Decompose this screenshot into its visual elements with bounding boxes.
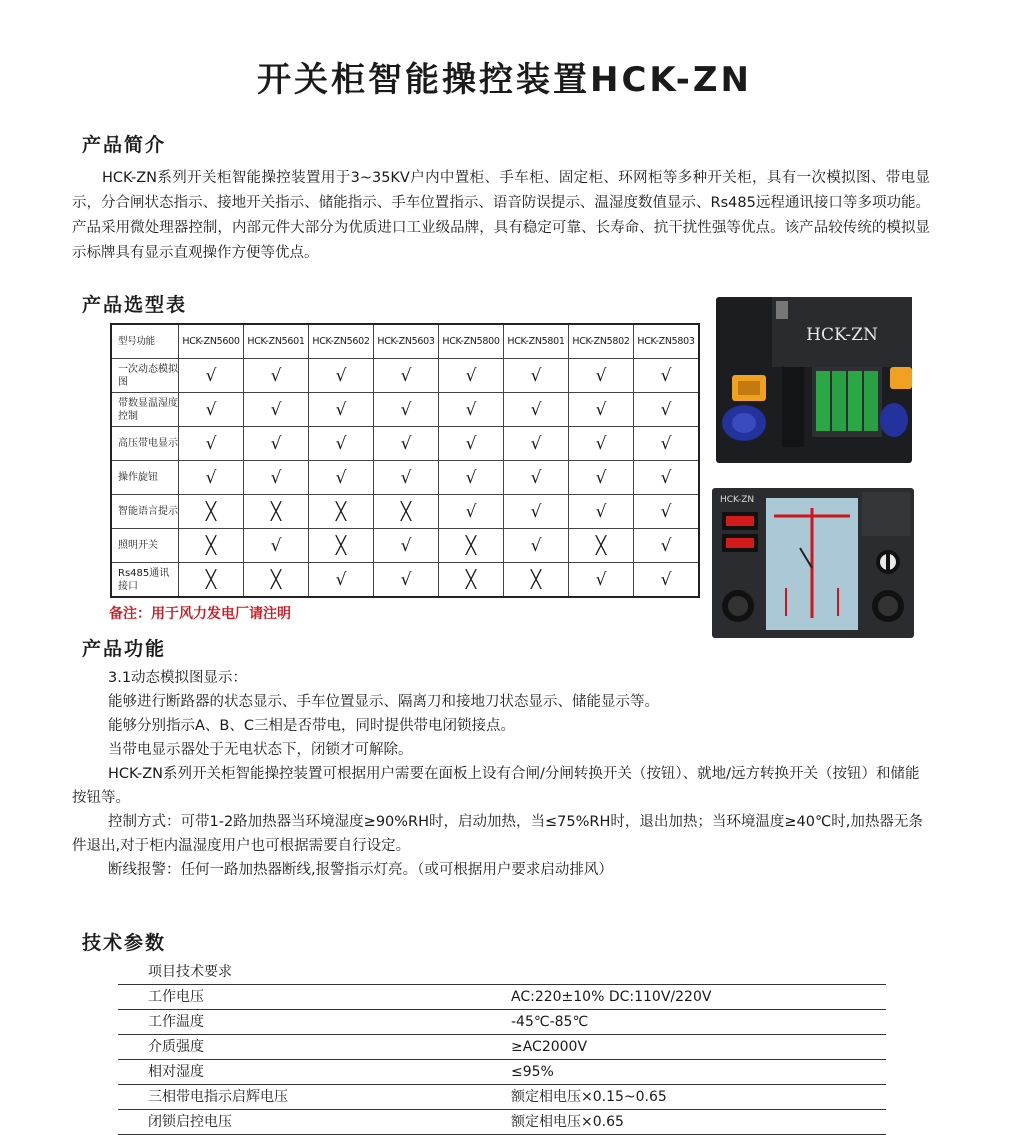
tech-row xyxy=(118,1110,886,1135)
mark-cell: √ xyxy=(244,359,309,393)
selection-table xyxy=(110,323,700,598)
tech-header: 项目技术要求 xyxy=(148,964,232,980)
table-note: 备注：用于风力发电厂请注明 xyxy=(109,606,291,622)
intro-paragraph: HCK-ZN系列开关柜智能操控装置用于3~35KV户内中置柜、手车柜、固定柜、环网柜等多种开关柜，具有一次模拟图、带电显示，分合闸状态指示、接地开关指示、储能指示、手车位置指示、语音防误提示、温湿度数值显示、Rs485远程通讯接口等多项功能。产品采用微处理器控制，内部元件大部分为优质进口工业级品牌，具有稳定可靠、长寿命、抗干扰性强等优点。该产品较传统的模拟显示标牌具有显示直观操作方便等优点。 xyxy=(72,170,930,261)
model-header: HCK-ZN5801 xyxy=(504,324,569,359)
mark-cell: √ xyxy=(504,529,569,563)
tech-row xyxy=(118,1060,886,1085)
table-corner-cell: 型号功能 xyxy=(111,324,179,359)
panel-model-label: HCK-ZN xyxy=(806,325,878,345)
function-name-cell: 高压带电显示 xyxy=(111,427,179,461)
tech-value: 额定相电压×0.65 xyxy=(511,1114,624,1130)
tech-value: ≥AC2000V xyxy=(511,1039,588,1055)
mark-cell: ╳ xyxy=(439,563,504,598)
mark-cell: √ xyxy=(504,427,569,461)
mark-cell: √ xyxy=(634,529,700,563)
mark-cell: ╳ xyxy=(179,563,244,598)
mark-cell: √ xyxy=(634,427,700,461)
tech-row xyxy=(118,1010,886,1035)
mark-cell: √ xyxy=(504,359,569,393)
mark-cell: ╳ xyxy=(309,495,374,529)
mark-cell: √ xyxy=(374,461,439,495)
mark-cell: √ xyxy=(179,427,244,461)
mark-cell: √ xyxy=(569,461,634,495)
mark-cell: ╳ xyxy=(569,529,634,563)
mark-cell: √ xyxy=(309,393,374,427)
table-row xyxy=(111,495,699,529)
mark-cell: √ xyxy=(244,461,309,495)
model-header: HCK-ZN5602 xyxy=(309,324,374,359)
model-header: HCK-ZN5802 xyxy=(569,324,634,359)
tech-key: 工作温度 xyxy=(148,1014,204,1030)
product-photo-module xyxy=(712,295,919,465)
table-row xyxy=(111,563,699,598)
tech-key: 工作电压 xyxy=(148,989,204,1005)
mark-cell: √ xyxy=(374,359,439,393)
tech-key: 相对湿度 xyxy=(148,1064,204,1080)
tech-key: 介质强度 xyxy=(148,1039,204,1055)
mark-cell: ╳ xyxy=(309,529,374,563)
function-line: 能够分别指示A、B、C三相是否带电，同时提供带电闭锁接点。 xyxy=(108,718,515,734)
mark-cell: √ xyxy=(244,393,309,427)
page-title: 开关柜智能操控装置HCK-ZN xyxy=(256,60,753,100)
mark-cell: ╳ xyxy=(179,529,244,563)
mark-cell: ╳ xyxy=(179,495,244,529)
function-line: HCK-ZN系列开关柜智能操控装置可根据用户需要在面板上设有合闸/分闸转换开关（按钮）、就地/远方转换开关（按钮）和储能按钮等。 xyxy=(72,766,920,806)
function-line: 控制方式：可带1-2路加热器当环境湿度≥90%RH时，启动加热，当≤75%RH时，退出加热；当环境温度≥40℃时,加热器无条件退出,对于柜内温湿度用户也可根据需要自行设定。 xyxy=(72,814,923,854)
mark-cell: √ xyxy=(569,359,634,393)
mark-cell: √ xyxy=(179,461,244,495)
mark-cell: √ xyxy=(634,563,700,598)
tech-spec-table xyxy=(118,960,886,1135)
mark-cell: √ xyxy=(439,359,504,393)
table-row xyxy=(111,529,699,563)
mark-cell: ╳ xyxy=(439,529,504,563)
tech-key: 三相带电指示启辉电压 xyxy=(148,1089,288,1105)
tech-value: AC:220±10% DC:110V/220V xyxy=(511,989,712,1005)
section-heading-tech: 技术参数 xyxy=(82,932,167,954)
function-name-cell: 一次动态模拟图 xyxy=(111,359,179,393)
mark-cell: √ xyxy=(374,393,439,427)
function-name-cell: Rs485通讯接口 xyxy=(111,563,179,598)
mark-cell: √ xyxy=(569,563,634,598)
mark-cell: ╳ xyxy=(374,495,439,529)
tech-value: 额定相电压×0.15~0.65 xyxy=(511,1089,667,1105)
function-line: 3.1动态模拟图显示： xyxy=(108,670,248,686)
tech-header-row xyxy=(118,960,886,985)
mark-cell: √ xyxy=(179,359,244,393)
mark-cell: √ xyxy=(439,461,504,495)
table-header-row xyxy=(111,324,699,359)
function-name-cell: 照明开关 xyxy=(111,529,179,563)
tech-row xyxy=(118,985,886,1010)
mark-cell: ╳ xyxy=(244,495,309,529)
mark-cell: √ xyxy=(569,393,634,427)
table-row xyxy=(111,427,699,461)
mark-cell: √ xyxy=(374,427,439,461)
function-line: 能够进行断路器的状态显示、手车位置显示、隔离刀和接地刀状态显示、储能显示等。 xyxy=(108,694,659,710)
mark-cell: √ xyxy=(244,529,309,563)
function-line: 断线报警：任何一路加热器断线,报警指示灯亮。（或可根据用户要求启动排风） xyxy=(108,862,613,878)
function-name-cell: 带数显温湿度控制 xyxy=(111,393,179,427)
mark-cell: √ xyxy=(309,427,374,461)
function-name-cell: 智能语言提示 xyxy=(111,495,179,529)
mark-cell: ╳ xyxy=(504,563,569,598)
section-heading-function: 产品功能 xyxy=(82,638,167,660)
model-header: HCK-ZN5603 xyxy=(374,324,439,359)
model-header: HCK-ZN5800 xyxy=(439,324,504,359)
table-row xyxy=(111,393,699,427)
mark-cell: √ xyxy=(439,393,504,427)
function-line: 当带电显示器处于无电状态下，闭锁才可解除。 xyxy=(108,742,413,758)
product-photo-front-panel xyxy=(712,488,914,638)
function-name-cell: 操作旋钮 xyxy=(111,461,179,495)
section-heading-intro: 产品简介 xyxy=(82,134,167,156)
mark-cell: √ xyxy=(569,495,634,529)
mark-cell: √ xyxy=(309,359,374,393)
mark-cell: √ xyxy=(504,495,569,529)
mark-cell: √ xyxy=(504,393,569,427)
model-header: HCK-ZN5803 xyxy=(634,324,700,359)
mark-cell: √ xyxy=(439,495,504,529)
mark-cell: √ xyxy=(374,529,439,563)
mark-cell: √ xyxy=(439,427,504,461)
mark-cell: √ xyxy=(569,427,634,461)
tech-row xyxy=(118,1035,886,1060)
mark-cell: √ xyxy=(309,461,374,495)
mark-cell: √ xyxy=(244,427,309,461)
function-text-block xyxy=(72,666,932,882)
tech-key: 闭锁启控电压 xyxy=(148,1114,232,1130)
mark-cell: √ xyxy=(179,393,244,427)
mark-cell: √ xyxy=(634,393,700,427)
table-row xyxy=(111,359,699,393)
mark-cell: √ xyxy=(374,563,439,598)
mark-cell: √ xyxy=(634,495,700,529)
mark-cell: √ xyxy=(309,563,374,598)
mark-cell: ╳ xyxy=(244,563,309,598)
mark-cell: √ xyxy=(504,461,569,495)
tech-value: ≤95% xyxy=(511,1064,554,1080)
mark-cell: √ xyxy=(634,461,700,495)
table-row xyxy=(111,461,699,495)
model-header: HCK-ZN5601 xyxy=(244,324,309,359)
panel-front-model-label: HCK-ZN xyxy=(720,495,755,505)
model-header: HCK-ZN5600 xyxy=(179,324,244,359)
mark-cell: √ xyxy=(634,359,700,393)
tech-row xyxy=(118,1085,886,1110)
section-heading-selection: 产品选型表 xyxy=(82,294,188,316)
tech-value: -45℃-85℃ xyxy=(511,1014,589,1030)
